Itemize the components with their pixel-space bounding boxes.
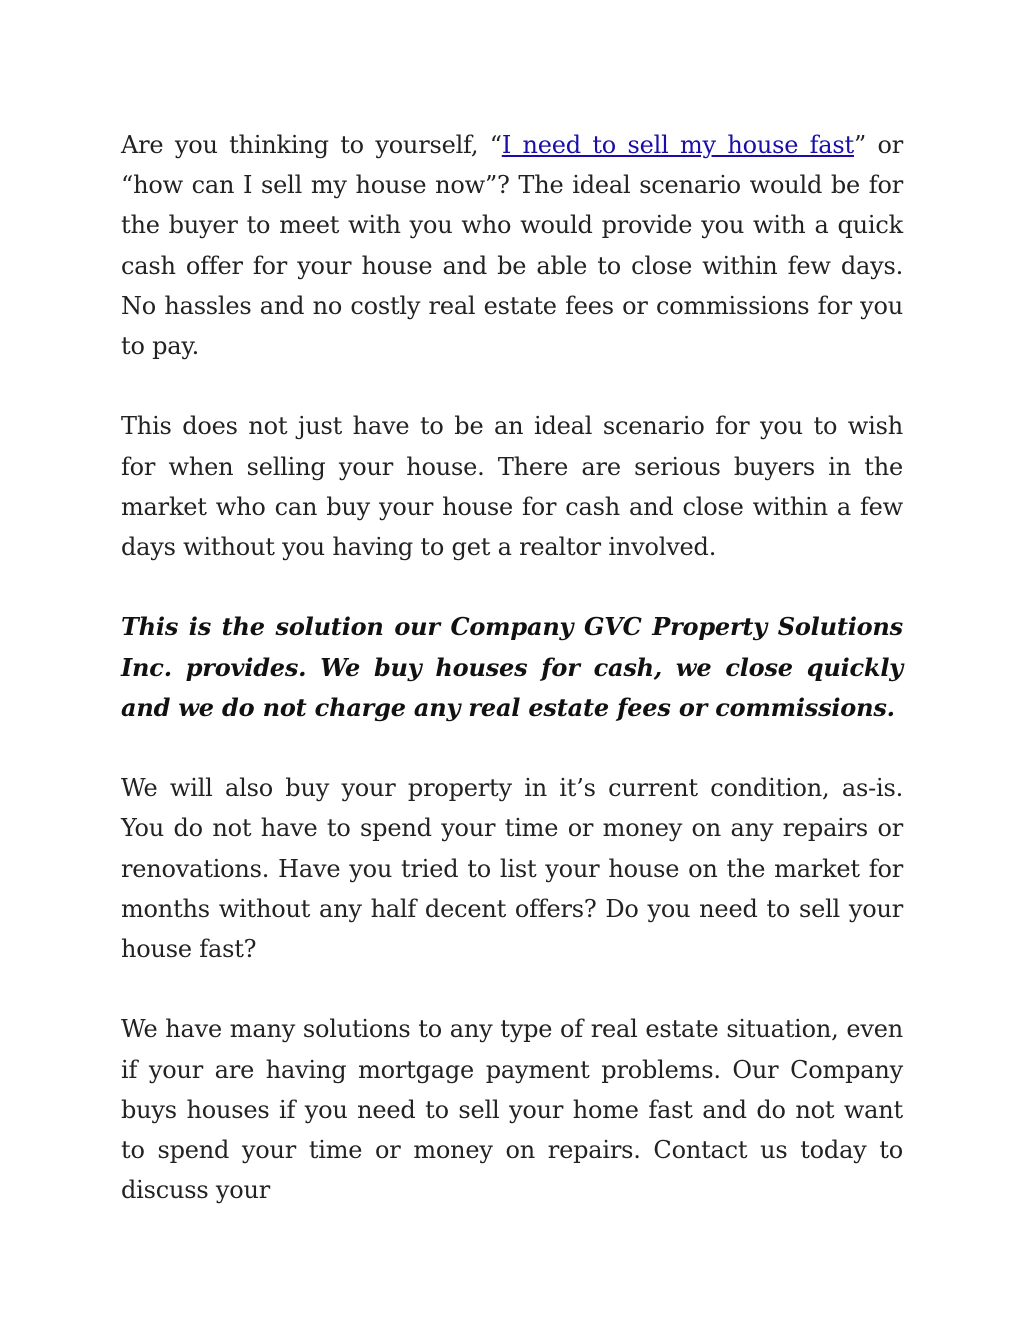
company-solution-paragraph: This is the solution our Company GVC Property Solutions Inc. provides. We buy houses for cash, we close quickly and we do not charge any real estate fees or commissions. xyxy=(121,612,903,722)
sell-house-fast-link[interactable]: I need to sell my house fast xyxy=(501,131,854,159)
as-is-condition-paragraph: We will also buy your property in it’s current condition, as-is. You do not have to spend your time or money on any repairs or renovations. Have you tried to list your house on the market for months without any half decent offers? Do you need to sell your house fast? xyxy=(121,774,903,964)
solutions-paragraph: We have many solutions to any type of real estate situation, even if your are having mortgage payment problems. Our Company buys houses if you need to sell your home fast and do not want to spend your time or money on repairs. Contact us today to discuss your xyxy=(121,1015,903,1205)
document-page xyxy=(121,125,903,1251)
serious-buyers-paragraph: This does not just have to be an ideal scenario for you to wish for when selling your house. There are serious buyers in the market who can buy your house for cash and close within a few days without you having to get a realtor involved. xyxy=(121,412,903,562)
intro-paragraph xyxy=(121,125,903,366)
intro-text-after: ” or “how can I sell my house now”? The ideal scenario would be for the buyer to meet with you who would provide you with a quick cash offer for your house and be able to close within few days. No hassles and no costly real estate fees or commissions for you to pay. xyxy=(121,131,903,361)
intro-text-before: Are you thinking to yourself, “ xyxy=(121,131,502,159)
